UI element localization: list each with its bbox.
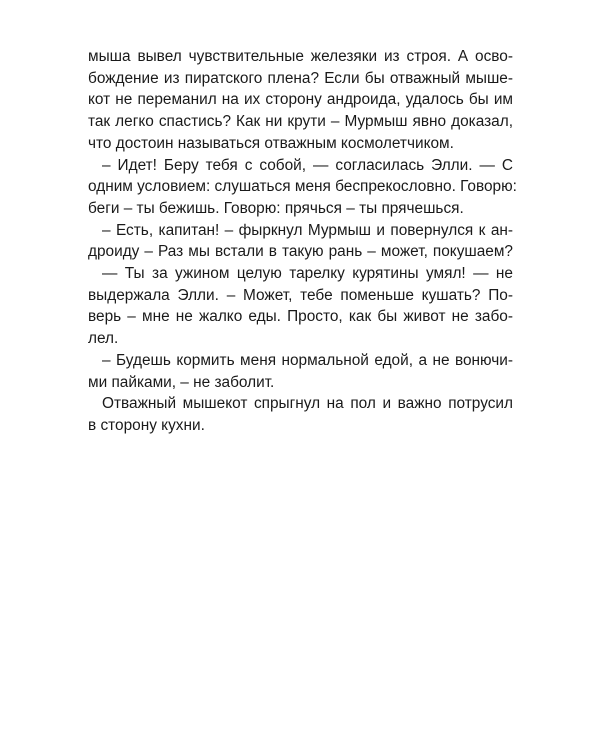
text-line: – Идет! Беру тебя с собой, — согласилась Элли. — С (102, 156, 513, 174)
text-line: – Будешь кормить меня нормальной едой, а не вонючи- (102, 351, 513, 369)
text-line: верь – мне не жалко еды. Просто, как бы живот не забо- (88, 308, 513, 326)
text-line: что достоин называться отважным космолетчиком. (88, 134, 454, 152)
text-line: мыша вывел чувствительные железяки из строя. А осво- (88, 48, 513, 65)
text-line: лел. (88, 330, 119, 348)
text-line: бождение из пиратского плена? Если бы отважный мыше- (88, 69, 513, 87)
text-line: выдержала Элли. – Может, тебе поменьше кушать? По- (88, 286, 513, 304)
text-line: дроиду – Раз мы встали в такую рань – может, покушаем? (88, 243, 513, 261)
text-line: ми пайками, – не заболит. (88, 373, 275, 391)
text-line: одним условием: слушаться меня беспрекословно. Говорю: (88, 178, 517, 196)
text-line: — Ты за ужином целую тарелку курятины умял! — не (102, 265, 513, 283)
text-line: в сторону кухни. (88, 416, 205, 434)
page-text (88, 46, 517, 437)
text-line: кот не переманил на их сторону андроида, удалось бы им (88, 91, 513, 109)
text-line: так легко спастись? Как ни крути – Мурмыш явно доказал, (88, 113, 513, 131)
text-line: – Есть, капитан! – фыркнул Мурмыш и повернулся к ан- (102, 221, 513, 239)
text-line: Отважный мышекот спрыгнул на пол и важно потрусил (102, 395, 513, 413)
text-line: беги – ты бежишь. Говорю: прячься – ты прячешься. (88, 199, 464, 217)
